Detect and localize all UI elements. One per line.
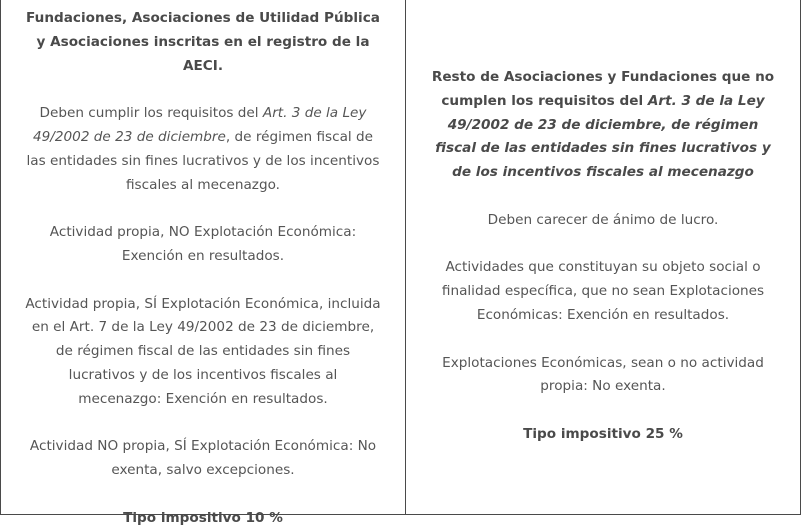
right-requirement: Deben carecer de ánimo de lucro. [487, 211, 719, 228]
left-requirements-law: Art. 3 de la Ley 49/2002 de 23 de diciembre [33, 105, 367, 145]
right-tax-rate: Tipo impositivo 25 % [523, 425, 683, 442]
right-column [406, 0, 800, 514]
right-activity-2: Explotaciones Económicas, sean o no actividad propia: No exenta. [442, 354, 764, 395]
left-requirements [25, 102, 381, 197]
left-heading: Fundaciones, Asociaciones de Utilidad Pública y Asociaciones inscritas en el registro de la AECI. [26, 10, 380, 74]
left-column [1, 0, 406, 526]
right-heading-prefix: Resto de Asociaciones y Fundaciones que no cumplen los requisitos del [431, 69, 775, 109]
right-activity-1: Actividades que constituyan su objeto social o finalidad específica, que no sean Explotaciones Económicas: Exención en resultados. [441, 259, 765, 323]
left-activity-2: Actividad propia, SÍ Explotación Económica, incluida en el Art. 7 de la Ley 49/2002 de 23 de diciembre, de régimen fiscal de las entidades sin fines lucrativos y de los incentivos fiscales al mecenazgo: Exención en resultados. [25, 295, 381, 407]
left-activity-3: Actividad NO propia, SÍ Explotación Económica: No exenta, salvo excepciones. [29, 438, 377, 479]
left-tax-rate: Tipo impositivo 10 % [123, 509, 283, 526]
right-heading-law: Art. 3 de la Ley 49/2002 de 23 de diciembre, de régimen fiscal de las entidades sin fines lucrativos y de los incentivos fiscales al mecenazgo [435, 92, 771, 181]
right-heading [426, 66, 780, 185]
left-requirements-suffix: , de régimen fiscal de las entidades sin fines lucrativos y de los incentivos fiscales al mecenazgo. [26, 128, 380, 193]
left-requirements-prefix: Deben cumplir los requisitos del [39, 105, 263, 122]
left-activity-1: Actividad propia, NO Explotación Económica: Exención en resultados. [49, 224, 357, 264]
